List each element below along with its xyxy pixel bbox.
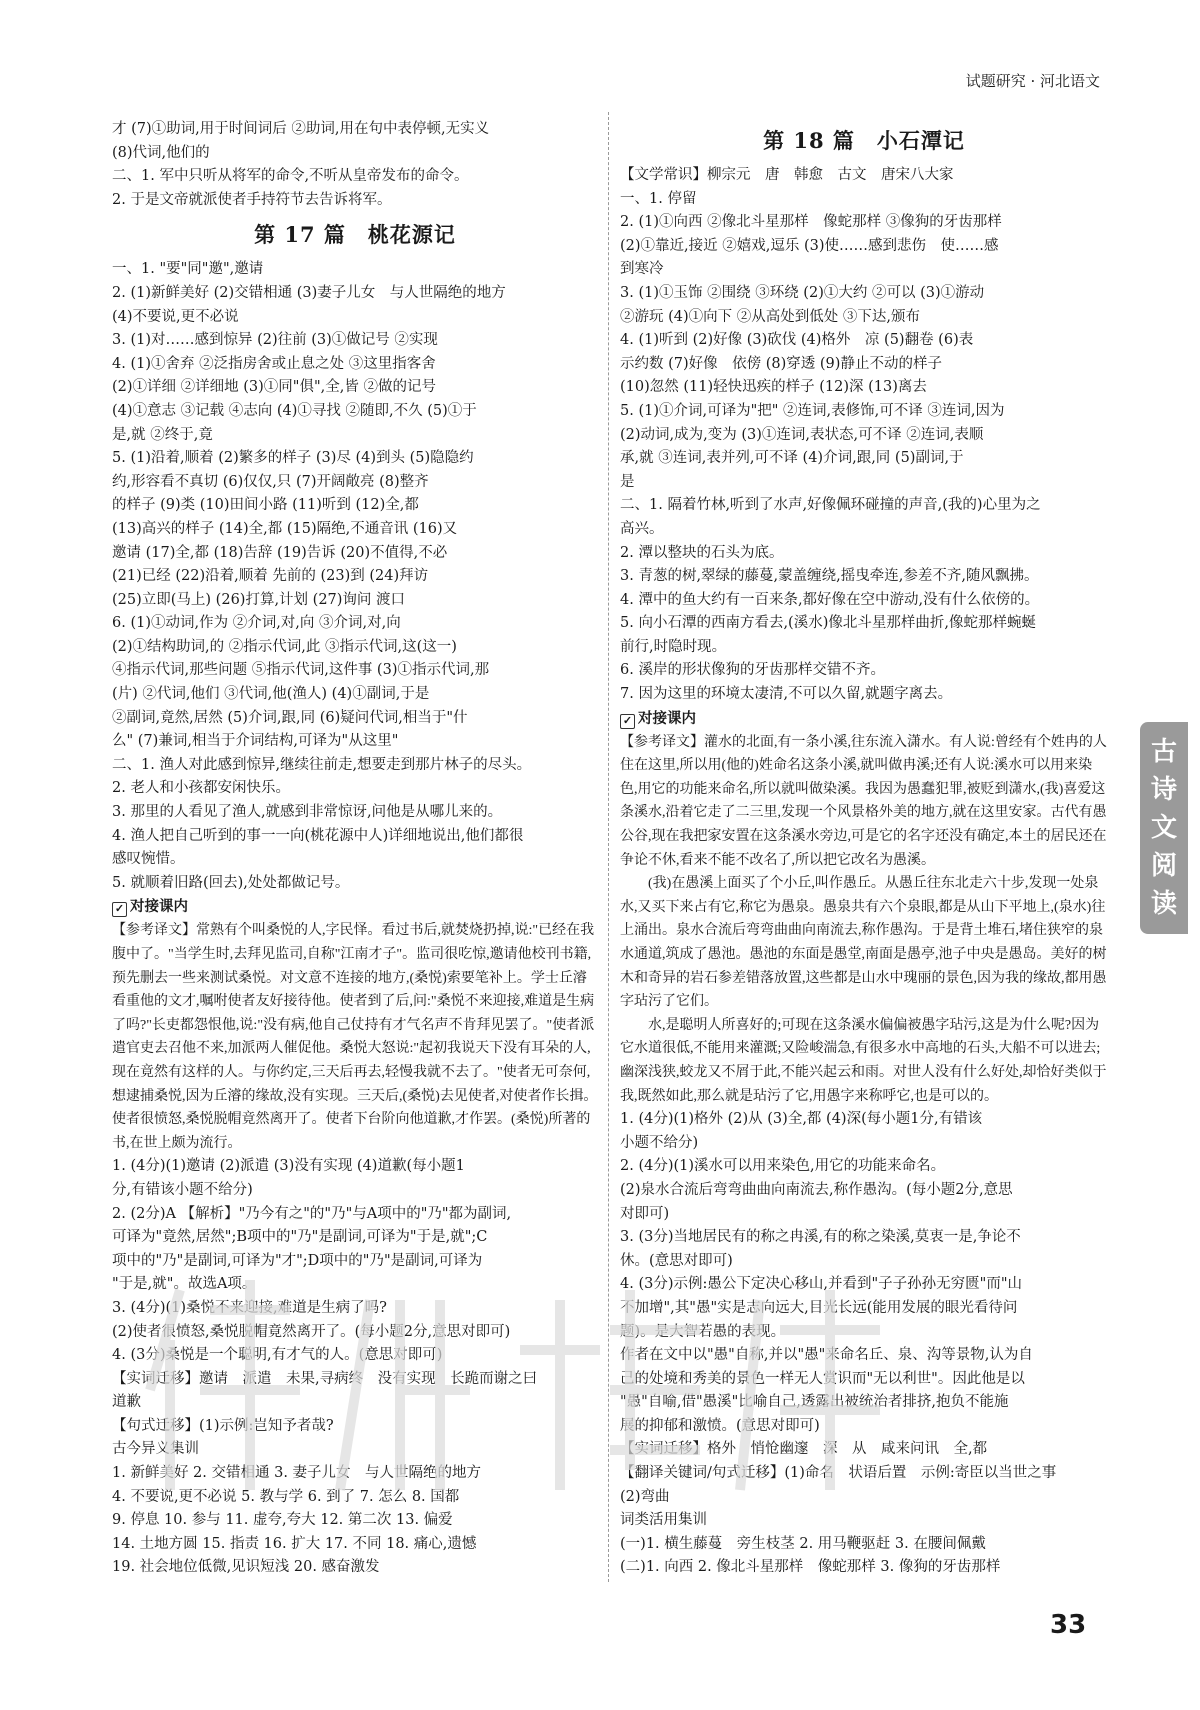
answer-line: 4. (3分)桑悦是一个聪明,有才气的人。(意思对即可) [112,1347,443,1364]
answer-line: 1. (4分)(1)邀请 (2)派遣 (3)没有实现 (4)道歉(每小题1 [112,1158,465,1175]
page-number: 33 [1050,1610,1087,1640]
answer-line: 3. (1)对……感到惊异 (2)往前 (3)①做记号 ②实现 [112,332,438,349]
answer-line: 邀请 (17)全,都 (18)告辞 (19)告诉 (20)不值得,不必 [112,544,448,561]
answer-line: 词类活用集训 [620,1512,707,1529]
subsection-heading: ✓ 对接课内 [112,895,598,919]
answer-line: (21)已经 (22)沿着,顺着 先前的 (23)到 (24)拜访 [112,568,429,585]
answer-line: 7. 因为这里的环境太凄清,不可以久留,就题字离去。 [620,686,953,703]
answer-line: (4)①意志 ③记载 ④志向 (4)①寻找 ②随即,不久 (5)①于 [112,402,477,419]
section-title: 第 17 篇 桃花源记 [254,222,456,248]
answer-line: 3. (4分)(1)桑悦不来迎接,难道是生病了吗? [112,1299,387,1316]
answer-line: 4. 潭中的鱼大约有一百来条,都好像在空中游动,没有什么依傍的。 [620,591,1040,608]
right-answers-top [620,122,1108,731]
answer-line: 古今异义集训 [112,1441,199,1458]
answer-line: 的样子 (9)类 (10)田间小路 (11)听到 (12)全,都 [112,497,419,514]
answer-line: 己的处境和秀美的景色一样无人赏识而"无以利世"。因此他是以 [620,1370,1025,1387]
check-icon: ✓ [620,714,635,729]
answer-line: (2)①结构助词,的 ②指示代词,此 ③指示代词,这(这一) [112,638,457,655]
answer-line: 约,形容看不真切 (6)仅仅,只 (7)开阔敞亮 (8)整齐 [112,473,429,490]
answer-line: 6. 溪岸的形状像狗的牙齿那样交错不齐。 [620,662,885,679]
answer-line: 2. (2分)A 【解析】"乃今有之"的"乃"与A项中的"乃"都为副词, [112,1205,512,1222]
left-answers-bottom [112,1155,598,1580]
answer-line: 【翻译关键词/句式迁移】(1)命名 状语后置 示例:寄臣以当世之事 [620,1465,1057,1482]
answer-line: 9. 停息 10. 参与 11. 虚夸,夸大 12. 第二次 13. 偏爱 [112,1512,453,1529]
answer-line: "愚"自喻,借"愚溪"比喻自己,透露出被统治者排挤,抱负不能施 [620,1394,1009,1411]
answer-line: 对即可) [620,1205,670,1222]
answer-line: 项中的"乃"是副词,可译为"才";D项中的"乃"是副词,可译为 [112,1252,483,1269]
answer-line: 3. 青葱的树,翠绿的藤蔓,蒙盖缠绕,摇曳牵连,参差不齐,随风飘拂。 [620,568,1039,585]
answer-line: ④指示代词,那些问题 ⑤指示代词,这件事 (3)①指示代词,那 [112,662,490,679]
left-column [112,118,598,1580]
answer-line: ②游玩 (4)①向下 ②从高处到低处 ③下达,颁布 [620,308,920,325]
answer-line: 3. (1)①玉饰 ②围绕 ③环绕 (2)①大约 ②可以 (3)①游动 [620,284,985,301]
side-tab [1140,722,1188,934]
answer-line: 是 [620,473,635,490]
side-tab-char: 古 [1150,737,1177,767]
answer-line: 2. (1)新鲜美好 (2)交错相通 (3)妻子儿女 与人世隔绝的地方 [112,284,506,301]
answer-line: 道歉 [112,1394,141,1411]
right-translation-p1: 【参考译文】灌水的北面,有一条小溪,往东流入潇水。有人说:曾经有个姓冉的人住在这里,所以用(他的)姓命名这条小溪,就叫做冉溪;还有人说:溪水可以用来染色,用它的功能来命名,所以就叫做染溪。我因为愚蠢犯罪,被贬到潇水,(我)喜爱这条溪水,沿着它走了二三里,发现一个风景格外美的地方,就在这里安家。古代有愚公谷,现在我把家安置在这条溪水旁边,可是它的名字还没有确定,本土的居民还在争论不休,看来不能不改名了,所以把它改名为愚溪。 [620,734,1107,868]
section-title: 第 18 篇 小石潭记 [763,128,965,153]
answer-line: 一、1. "要"同"邀",邀请 [112,261,264,278]
answer-line: (一)1. 横生藤蔓 旁生枝茎 2. 用马鞭驱赶 3. 在腰间佩戴 [620,1535,986,1552]
answer-line: 感叹惋惜。 [112,851,185,868]
answer-line: (2)①详细 ②详细地 (3)①同"俱",全,皆 ②做的记号 [112,379,436,396]
answer-line: 分,有错该小题不给分) [112,1181,253,1198]
answer-line: ②副词,竟然,居然 (5)介词,跟,同 (6)疑问代词,相当于"什 [112,709,468,726]
answer-line: (片) ②代词,他们 ③代词,他(渔人) (4)①副词,于是 [112,686,430,703]
answer-line: (4)不要说,更不必说 [112,308,239,325]
answer-line: 示约数 (7)好像 依傍 (8)穿透 (9)静止不动的样子 [620,355,942,372]
answer-line: 19. 社会地位低微,见识短浅 20. 感奋激发 [112,1559,380,1576]
answer-line: (2)泉水合流后弯弯曲曲向南流去,称作愚沟。(每小题2分,意思 [620,1181,1013,1198]
answer-line: 【实词迁移】格外 悄怆幽邃 深 从 咸来问讯 全,都 [620,1441,988,1458]
answer-line: 一、1. 停留 [620,190,697,207]
answer-line: 么" (7)兼词,相当于介词结构,可译为"从这里" [112,733,399,750]
answer-line: 小题不给分) [620,1134,699,1151]
answer-line: 2. 于是文帝就派使者手持符节去告诉将军。 [112,191,392,208]
answer-line: 作者在文中以"愚"自称,并以"愚"来命名丘、泉、沟等景物,认为自 [620,1347,1033,1364]
side-tab-char: 读 [1150,889,1177,919]
answer-line: 5. (1)沿着,顺着 (2)繁多的样子 (3)尽 (4)到头 (5)隐隐约 [112,450,474,467]
answer-line: 休。(意思对即可) [620,1252,733,1269]
answer-line: 1. (4分)(1)格外 (2)从 (3)全,都 (4)深(每小题1分,有错该 [620,1111,983,1128]
answer-line: 5. (1)①介词,可译为"把" ②连词,表修饰,可不译 ③连词,因为 [620,402,1005,419]
answer-line: 前行,时隐时现。 [620,638,727,655]
answer-line: 4. 不要说,更不必说 5. 教与学 6. 到了 7. 怎么 8. 国都 [112,1488,460,1505]
answer-line: 高兴。 [620,520,664,537]
right-translation-p2: (我)在愚溪上面买了个小丘,叫作愚丘。从愚丘往东北走六十步,发现一处泉水,又买下来占有它,称它为愚泉。愚泉共有六个泉眼,都是从山下平地上,(泉水)往上涌出。泉水合流后弯弯曲曲向南流去,称作愚沟。于是背土堆石,堵住狭窄的泉水通道,筑成了愚池。愚池的东面是愚堂,南面是愚亭,池子中央是愚岛。美好的树木和奇异的岩石参差错落放置,这些都是山水中瑰丽的景色,因为我的缘故,都用愚字玷污了它们。 [620,876,1107,1010]
answer-line: (13)高兴的样子 (14)全,都 (15)隔绝,不通音讯 (16)又 [112,520,458,537]
answer-line: 二、1. 渔人对此感到惊异,继续往前走,想要走到那片林子的尽头。 [112,756,532,773]
answer-line: 14. 土地方圆 15. 指责 16. 扩大 17. 不同 18. 痛心,遗憾 [112,1535,477,1552]
answer-line: 5. 向小石潭的西南方看去,(溪水)像北斗星那样曲折,像蛇那样蜿蜒 [620,615,1036,632]
side-tab-char: 诗 [1150,775,1177,805]
answer-line: (2)弯曲 [620,1488,670,1505]
answer-line: (二)1. 向西 2. 像北斗星那样 像蛇那样 3. 像狗的牙齿那样 [620,1559,1001,1576]
answer-line: 5. 就顺着旧路(回去),处处都做记号。 [112,874,350,891]
answer-line: 展的抑郁和激愤。(意思对即可) [620,1417,820,1434]
answer-line: 4. (1)听到 (2)好像 (3)砍伐 (4)格外 凉 (5)翻卷 (6)表 [620,332,974,349]
left-answers-top [112,118,598,919]
answer-line: (10)忽然 (11)轻快迅疾的样子 (12)深 (13)离去 [620,379,927,396]
left-translation: 【参考译文】常熟有个叫桑悦的人,字民怿。看过书后,就焚烧扔掉,说:"已经在我腹中了。"当学生时,去拜见监司,自称"江南才子"。监司很吃惊,邀请他校刊书籍,预先删去一些来测试桑悦。对文意不连接的地方,(桑悦)索要笔补上。学士丘濬看重他的文才,嘱咐使者友好接待他。使者到了后,问:"桑悦不来迎接,难道是生病了吗?"长吏都怨恨他,说:"没有病,他自己仗持有才气名声不肯拜见罢了。"使者派遣官吏去召他不来,加派两人催促他。桑悦大怒说:"起初我说天下没有耳朵的人,现在竟然有这样的人。与你约定,三天后再去,轻慢我就不去了。"使者无可奈何,想逮捕桑悦,因为丘濬的缘故,没有实现。三天后,(桑悦)去见使者,对使者作长揖。使者很愤怒,桑悦脱帽竟然离开了。使者下台阶向他道歉,才作罢。(桑悦)所著的书,在世上颇为流行。 [112,923,598,1151]
answer-line: 1. 新鲜美好 2. 交错相通 3. 妻子儿女 与人世隔绝的地方 [112,1465,482,1482]
answer-line: 承,就 ③连词,表并列,可不译 (4)介词,跟,同 (5)副词,于 [620,450,964,467]
answer-line: 题)。是大智若愚的表现。 [620,1323,786,1340]
answer-line: (25)立即(马上) (26)打算,计划 (27)询问 渡口 [112,591,406,608]
answer-line: (2)动词,成为,变为 (3)①连词,表状态,可不译 ②连词,表顺 [620,426,984,443]
answer-line: 4. (1)①舍弃 ②泛指房舍或止息之处 ③这里指客舍 [112,355,436,372]
answer-line: "于是,就"。故选A项。 [112,1276,257,1293]
right-translation-p3: 水,是聪明人所喜好的;可现在这条溪水偏偏被愚字玷污,这是为什么呢?因为它水道很低,不能用来灌溉;又险峻湍急,有很多水中高地的石头,大船不可以进去;幽深浅狭,蛟龙又不屑于此,不能兴起云和雨。对世人没有什么好处,却恰好类似于我,既然如此,那么就是玷污了它,用愚字来称呼它,也是可以的。 [620,1017,1107,1104]
answer-line: 才 (7)①助词,用于时间词后 ②助词,用在句中表停顿,无实义 [112,121,490,137]
answer-line: 【实词迁移】邀请 派遣 未果,寻病终 没有实现 长跪而谢之曰 [112,1370,538,1387]
side-tab-char: 阅 [1150,851,1177,881]
right-column [620,118,1108,1580]
answer-line: 可译为"竟然,居然";B项中的"乃"是副词,可译为"于是,就";C [112,1229,488,1246]
answer-line: 3. 那里的人看见了渔人,就感到非常惊讶,问他是从哪儿来的。 [112,804,503,821]
answer-line: (8)代词,他们的 [112,144,210,161]
answer-line: 2. (4分)(1)溪水可以用来染色,用它的功能来命名。 [620,1158,946,1175]
answer-line: 2. 潭以整块的石头为底。 [620,544,784,561]
answer-line: 是,就 ②终于,竟 [112,426,213,443]
side-tab-char: 文 [1150,813,1177,843]
answer-line: 【句式迁移】(1)示例:岂知予者哉? [112,1417,334,1434]
answer-line: 不加增",其"愚"实是志向远大,目光长远(能用发展的眼光看待问 [620,1299,1018,1316]
subsection-heading: ✓ 对接课内 [620,707,1108,731]
page-header: 试题研究 · 河北语文 [965,72,1100,90]
answer-line: 2. 老人和小孩都安闲快乐。 [112,780,290,797]
answer-line: 4. (3分)示例:愚公下定决心移山,并看到"子子孙孙无穷匮"而"山 [620,1276,1022,1293]
answer-line: 到寒冷 [620,261,664,278]
answer-line: 二、1. 军中只听从将军的命令,不听从皇帝发布的命令。 [112,168,469,185]
answer-line: 6. (1)①动词,作为 ②介词,对,向 ③介词,对,向 [112,615,401,632]
answer-line: (2)①靠近,接近 ②嬉戏,逗乐 (3)使……感到悲伤 使……感 [620,237,999,254]
column-divider [608,112,609,1582]
answer-line: 【文学常识】柳宗元 唐 韩愈 古文 唐宋八大家 [620,167,954,183]
check-icon: ✓ [112,902,127,917]
answer-line: 二、1. 隔着竹林,听到了水声,好像佩环碰撞的声音,(我的)心里为之 [620,497,1041,514]
answer-line: 3. (3分)当地居民有的称之冉溪,有的称之染溪,莫衷一是,争论不 [620,1229,1021,1246]
answer-line: (2)使者很愤怒,桑悦脱帽竟然离开了。(每小题2分,意思对即可) [112,1323,511,1340]
answer-line: 4. 渔人把自己听到的事一一向(桃花源中人)详细地说出,他们都很 [112,827,524,844]
answer-line: 2. (1)①向西 ②像北斗星那样 像蛇那样 ③像狗的牙齿那样 [620,214,1002,231]
right-answers-bottom [620,1108,1108,1580]
